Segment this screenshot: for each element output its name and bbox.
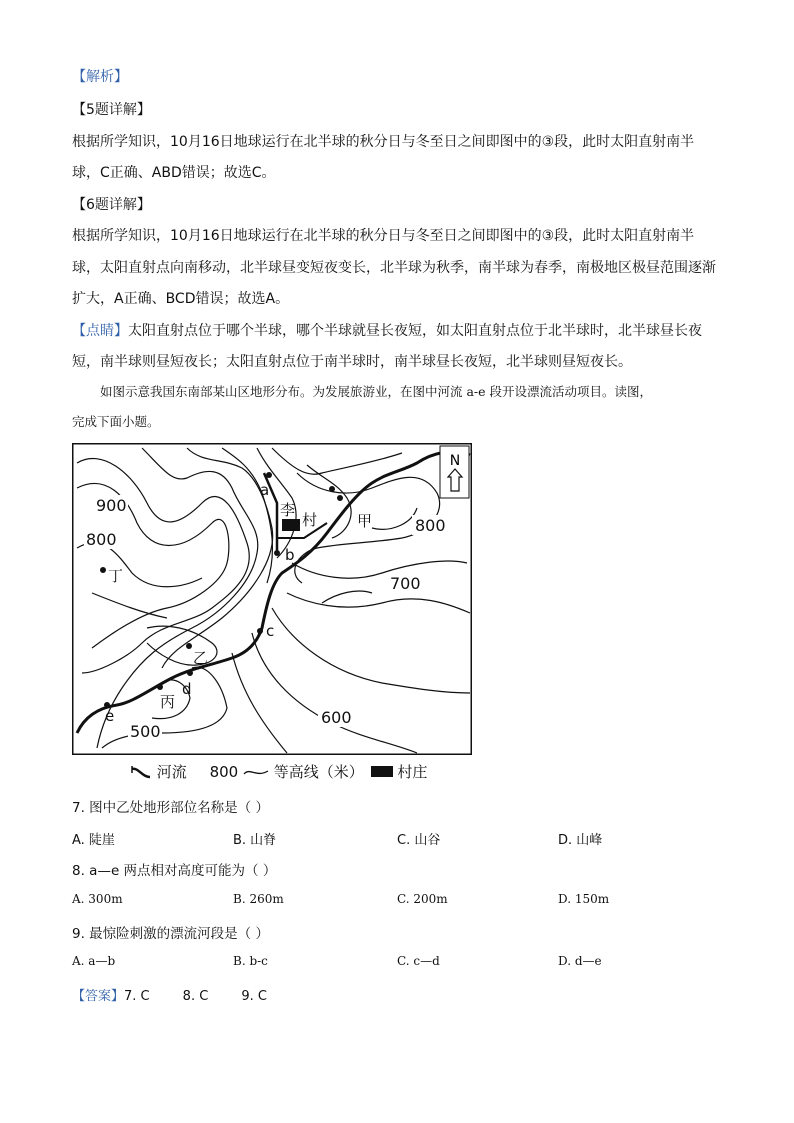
point-label-e: e [105, 707, 115, 725]
question-9-option-a[interactable]: A. a—b [72, 954, 116, 968]
intro-line-1: 如图示意我国东南部某山区地形分布。为发展旅游业，在图中河流 a-e 段开设漂流活动项目。读图， [100, 384, 653, 399]
map-legend [130, 761, 427, 782]
question-7-option-c[interactable]: C. 山谷 [397, 833, 441, 848]
question-9-stem: 9. 最惊险刺激的漂流河段是（ ） [72, 926, 269, 942]
question-9-option-c[interactable]: C. c—d [397, 954, 440, 968]
q6-text-line-2: 球，太阳直射点向南移动，北半球昼变短夜变长，北半球为秋季，南半球为春季，南极地区极昼范围逐渐 [72, 260, 716, 276]
river-legend-icon [130, 765, 152, 779]
question-8-option-a[interactable]: A. 300m [72, 892, 123, 906]
q5-text-line-1: 根据所学知识，10月16日地球运行在北半球的秋分日与冬至日之间即图中的③段，此时太阳直射南半 [72, 134, 695, 150]
intro-line-2: 完成下面小题。 [72, 414, 160, 429]
q6-header: 【6题详解】 [72, 197, 151, 213]
answer-label: 【答案】 [72, 989, 125, 1004]
tip-label: 【点睛】 [72, 323, 128, 339]
question-7-stem: 7. 图中乙处地形部位名称是（ ） [72, 800, 269, 816]
tip-line-2: 短，南半球则昼短夜长；太阳直射点位于南半球时，南半球昼长夜短，北半球则昼短夜长。 [72, 354, 632, 370]
contour-label-500: 500 [130, 722, 161, 741]
legend-contour-num: 800 [209, 762, 239, 781]
contour-label-600: 600 [321, 708, 352, 727]
q5-header: 【5题详解】 [72, 102, 151, 118]
legend-river: 河流 [156, 763, 187, 781]
place-jia-dot [337, 495, 343, 501]
q6-text-line-3: 扩大，A正确、BCD错误；故选A。 [72, 291, 290, 307]
village-label-cun: 村 [302, 511, 318, 529]
analysis-header: 【解析】 [72, 69, 128, 85]
question-9-option-d[interactable]: D. d—e [558, 954, 602, 968]
north-label: N [449, 453, 461, 469]
contour-map [72, 443, 472, 755]
question-8-option-b[interactable]: B. 260m [233, 892, 284, 906]
question-9-option-b[interactable]: B. b-c [233, 954, 268, 968]
point-label-d: d [182, 680, 192, 698]
village-legend-icon [371, 766, 393, 777]
place-ding-dot [100, 567, 106, 573]
question-8-option-c[interactable]: C. 200m [397, 892, 448, 906]
river-node-dot [329, 486, 335, 492]
point-d-dot [187, 670, 193, 676]
answer-line [72, 985, 267, 1004]
legend-contour: 等高线（米） [273, 763, 364, 781]
contour-label-800-east: 800 [415, 516, 446, 535]
question-8-option-d[interactable]: D. 150m [558, 892, 610, 906]
answer-value: 7. C 8. C 9. C [124, 989, 267, 1004]
point-b-dot [274, 550, 280, 556]
question-7-option-d[interactable]: D. 山峰 [558, 833, 603, 848]
village-block-map [282, 519, 300, 531]
point-a-dot [266, 472, 272, 478]
contour-label-900: 900 [96, 496, 127, 515]
place-label-bing: 丙 [160, 693, 176, 711]
question-7-option-a[interactable]: A. 陡崖 [72, 833, 115, 848]
point-label-b: b [285, 546, 295, 564]
question-8-stem: 8. a—e 两点相对高度可能为（ ） [72, 863, 277, 879]
point-c-dot [257, 628, 263, 634]
place-label-ding: 丁 [108, 567, 124, 585]
contour-legend-icon [243, 765, 269, 779]
q6-text-line-1: 根据所学知识，10月16日地球运行在北半球的秋分日与冬至日之间即图中的③段，此时太阳直射南半 [72, 228, 695, 244]
place-bing-dot [157, 684, 163, 690]
q5-text-line-2: 球，C正确、ABD错误；故选C。 [72, 165, 276, 181]
village-label-li: 李 [280, 501, 296, 519]
legend-village: 村庄 [397, 763, 428, 781]
tip-line-1 [72, 320, 702, 340]
question-7-option-b[interactable]: B. 山脊 [233, 833, 277, 848]
contour-label-700: 700 [390, 574, 421, 593]
tip-text: 太阳直射点位于哪个半球，哪个半球就昼长夜短，如太阳直射点位于北半球时，北半球昼长夜 [128, 323, 702, 339]
place-yi-dot [186, 643, 192, 649]
place-label-jia: 甲 [357, 512, 373, 530]
point-label-c: c [266, 622, 275, 640]
contour-label-800-west: 800 [86, 530, 117, 549]
place-label-yi: 乙 [193, 649, 209, 667]
point-label-a: a [260, 481, 270, 499]
